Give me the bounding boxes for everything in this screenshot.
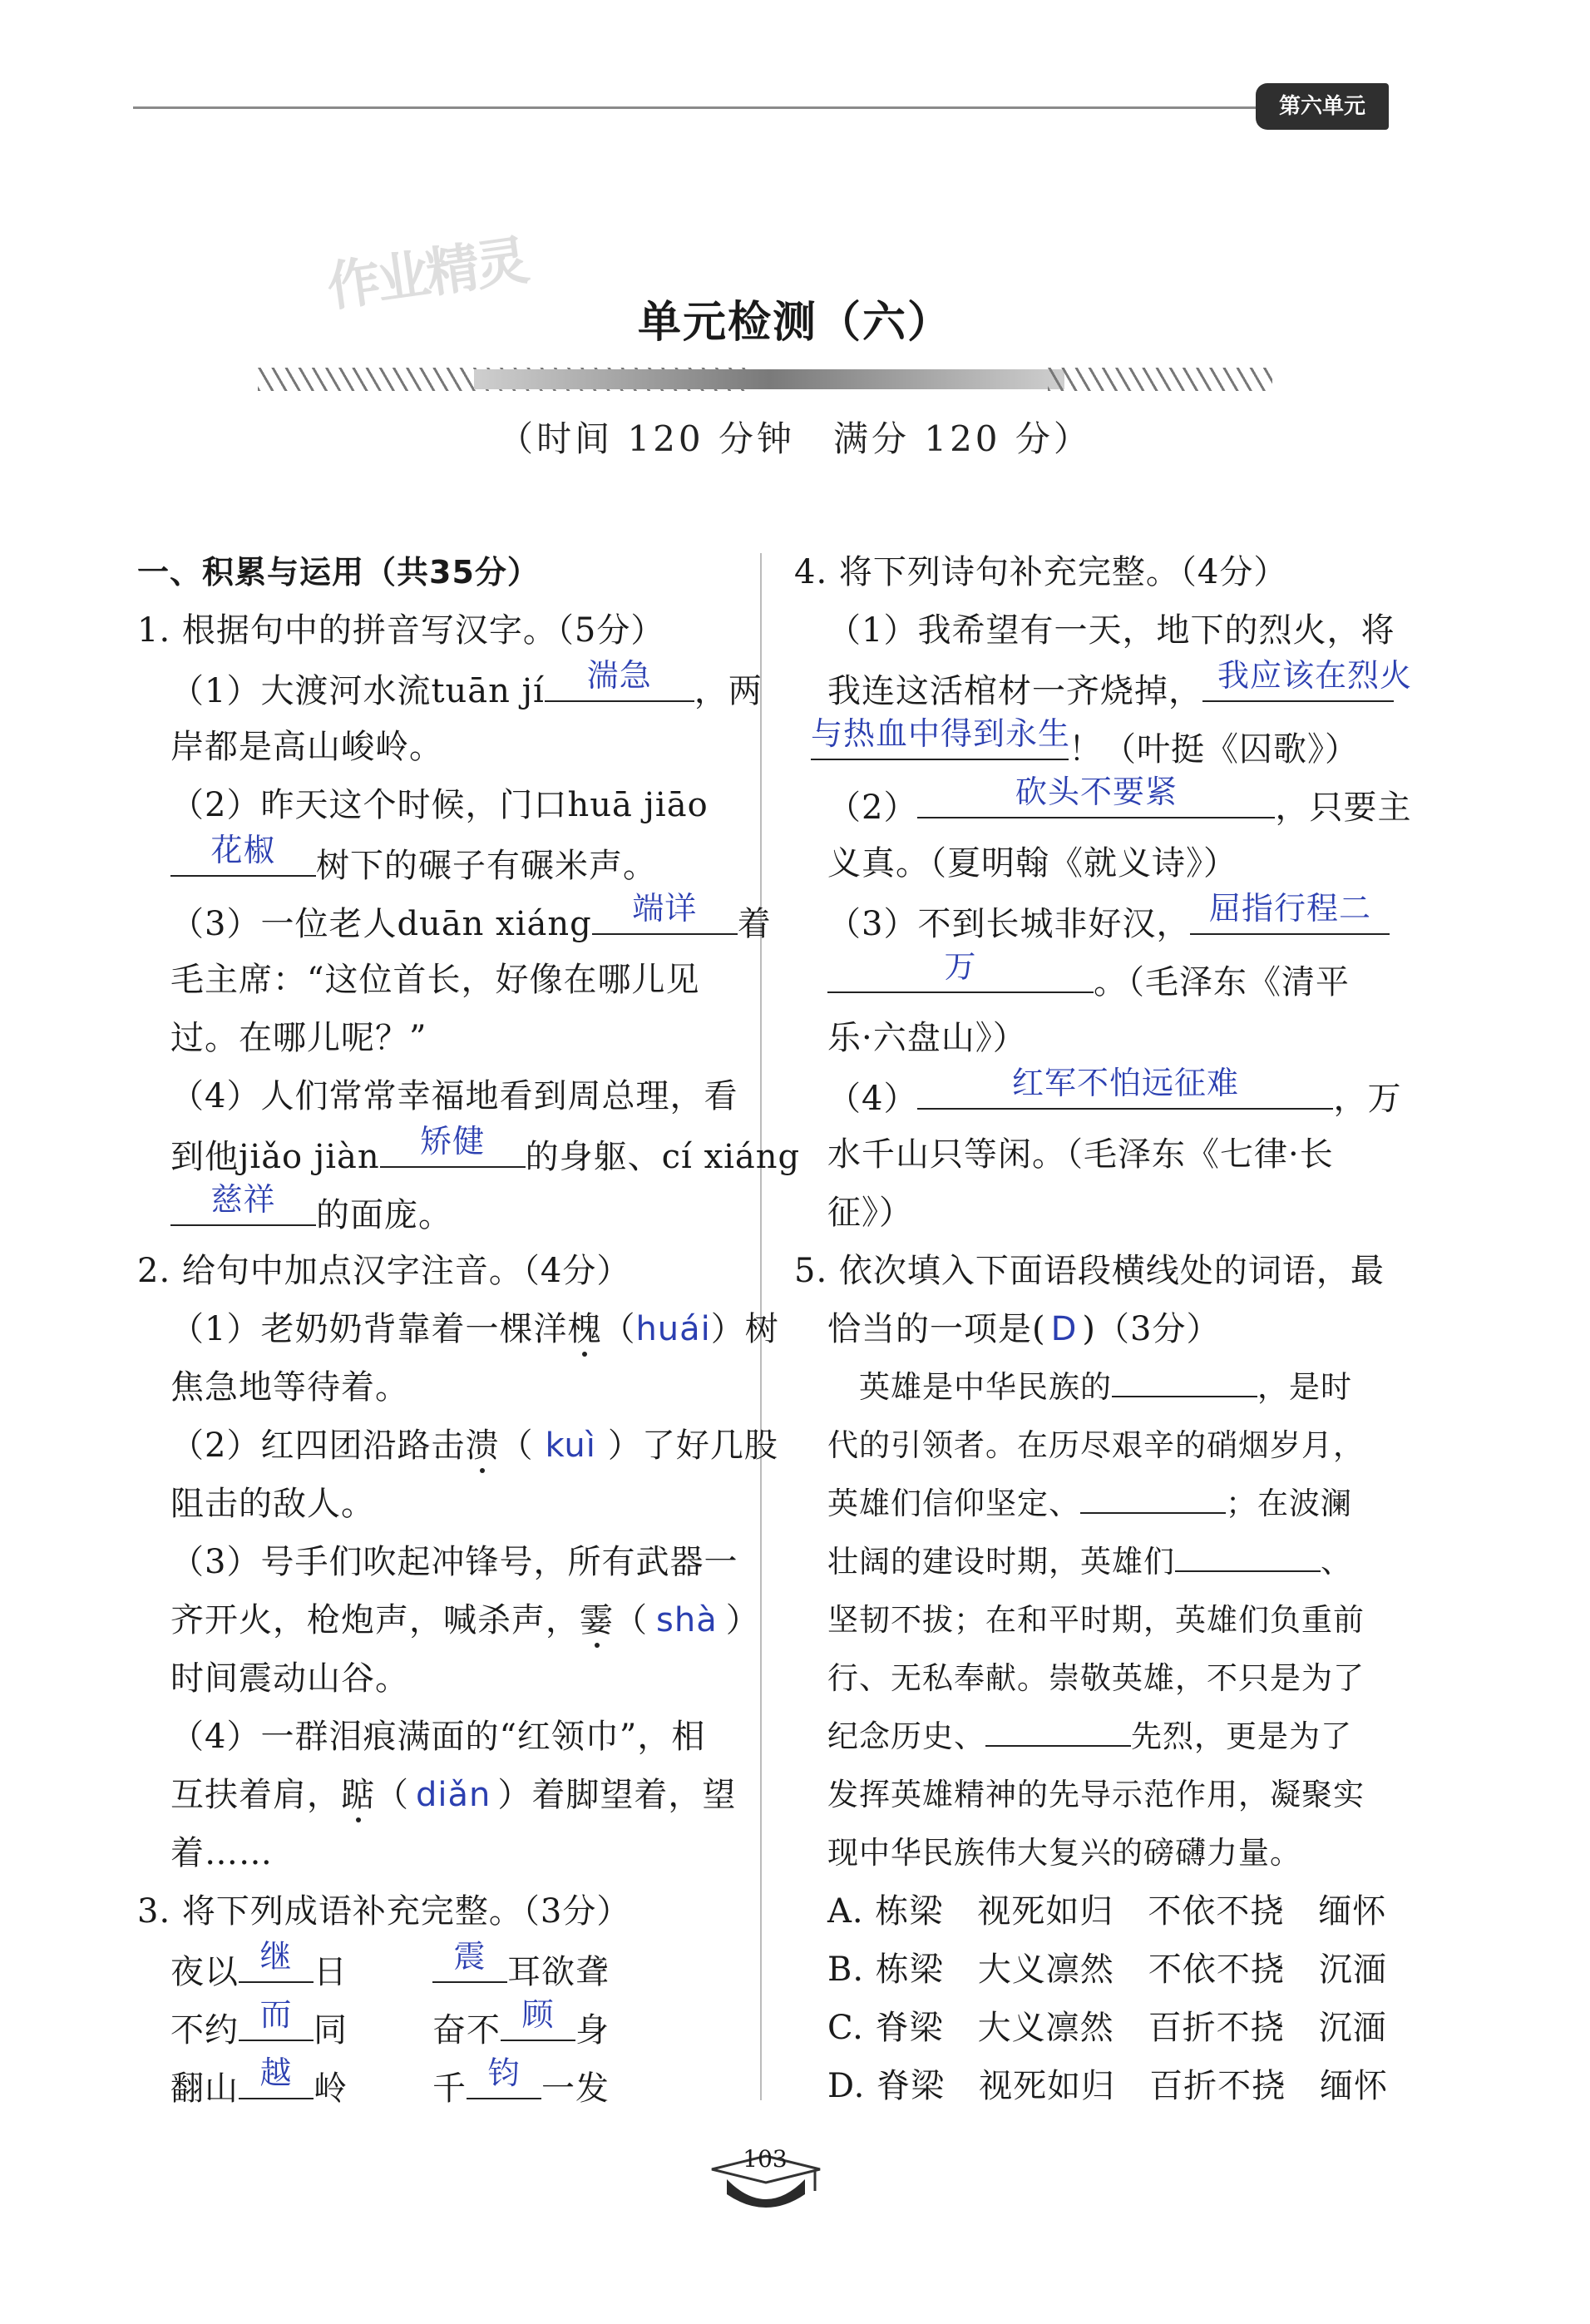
q1-s4-line1: （4）人们常常幸福地看到周总理，看	[170, 1077, 738, 1115]
pinyin-answer[interactable]: huái	[635, 1310, 711, 1348]
q2-s4-line2: 互扶着肩，踮（ diǎn ）着脚望着，望	[170, 1776, 737, 1814]
pinyin-answer[interactable]: kuì	[545, 1427, 596, 1465]
q4-s4-line1: （4） 红军不怕远征难 ，万	[827, 1065, 1402, 1118]
q3-row1-b: 震 耳欲聋	[432, 1948, 610, 1994]
q1-s3-line2: 毛主席：“这位首长，好像在哪儿见	[170, 961, 700, 999]
q1-s1-line1: （1）大渡河水流tuān jí 湍急 ，两	[170, 657, 763, 710]
q5-passage-line6: 行、无私奉献。崇敬英雄，不只是为了	[827, 1660, 1365, 1696]
unit-tab: 第六单元	[1256, 83, 1389, 130]
answer-blank[interactable]: 湍急	[545, 667, 694, 702]
answer-blank[interactable]: 继	[239, 1948, 314, 1983]
q1-s2-line2: 花椒 树下的碾子有碾米声。	[170, 842, 657, 888]
q4-s4-line2: 水千山只等闲。（毛泽东《七律·长	[827, 1135, 1334, 1174]
q5-passage-line9: 现中华民族伟大复兴的磅礴力量。	[827, 1835, 1301, 1871]
q1-s2-line1: （2）昨天这个时候，门口huā jiāo	[170, 786, 709, 824]
q5-passage-line8: 发挥英雄精神的先导示范作用，凝聚实	[827, 1777, 1365, 1812]
time-info: （时间 120 分钟 满分 120 分）	[498, 418, 1092, 459]
q2-s3-line1: （3）号手们吹起冲锋号，所有武器一	[170, 1543, 738, 1581]
watermark-logo: 作业精灵	[323, 230, 530, 319]
q1-s1-line2: 岸都是高山峻岭。	[170, 728, 443, 766]
q1-s4-line3: 慈祥 的面庞。	[170, 1191, 452, 1237]
answer-blank[interactable]: 顾	[501, 2006, 575, 2041]
answer-blank[interactable]: 慈祥	[170, 1191, 316, 1226]
q4-s1-line3: 与热血中得到永生 ！（叶挺《囚歌》）	[811, 715, 1359, 769]
q4-s3-line2: 万 。（毛泽东《清平	[827, 958, 1350, 1004]
q4-s3-line3: 乐·六盘山》）	[827, 1019, 1027, 1057]
section-heading: 一、积累与运用（共35分）	[137, 554, 540, 591]
answer-blank[interactable]: 我应该在烈火	[1202, 667, 1394, 702]
answer-blank[interactable]: 矫健	[380, 1133, 526, 1168]
q4-s3-line1: （3）不到长城非好汉， 屈指行程二	[827, 900, 1390, 946]
answer-blank[interactable]	[1175, 1542, 1321, 1572]
q2-s2-line1: （2）红四团沿路击溃（ kuì ）了好几股	[170, 1427, 778, 1465]
q5-passage-line2: 代的引领者。在历尽艰辛的硝烟岁月，	[827, 1427, 1365, 1463]
q5-passage-line1: 英雄是中华民族的 ，是时	[827, 1369, 1352, 1405]
q3-row3-a: 翻山 越 岭	[170, 2055, 348, 2108]
answer-blank[interactable]: 红军不怕远征难	[917, 1075, 1333, 1110]
answer-blank[interactable]: 万	[827, 958, 1094, 993]
q1-s4-line2: 到他jiǎo jiàn 矫健 的身躯、cí xiáng	[170, 1123, 801, 1176]
q5-option-d[interactable]: D. 脊梁 视死如归 百折不挠 缅怀	[827, 2067, 1389, 2105]
q3-row2-b: 奋不 顾 身	[432, 1996, 610, 2050]
q4-s2-line2: 义真。（夏明翰《就义诗》）	[827, 844, 1237, 883]
q3-row1-a: 夜以 继 日	[170, 1938, 348, 1991]
q4-s1-line1: （1）我希望有一天，地下的烈火，将	[827, 611, 1395, 650]
q2-s1-line2: 焦急地等待着。	[170, 1368, 409, 1407]
q4-s4-line3: 征》）	[827, 1194, 913, 1232]
answer-blank[interactable]: 屈指行程二	[1190, 900, 1390, 935]
q4-stem: 4. 将下列诗句补充完整。（4分）	[794, 553, 1288, 591]
choice-answer[interactable]: D	[1050, 1310, 1078, 1348]
answer-blank[interactable]: 花椒	[170, 842, 316, 877]
q2-s1-line1: （1）老奶奶背靠着一棵洋槐（huái）树	[170, 1310, 779, 1348]
q5-passage-line7: 纪念历史、 先烈，更是为了	[827, 1718, 1352, 1754]
q5-stem-line1: 5. 依次填入下面语段横线处的词语，最	[794, 1252, 1385, 1290]
q2-s4-line3: 着……	[170, 1834, 273, 1872]
answer-blank[interactable]	[1112, 1367, 1257, 1397]
answer-blank[interactable]: 越	[239, 2064, 314, 2099]
page-number: 103	[743, 2145, 788, 2173]
header-rule	[133, 106, 1264, 109]
q5-option-a[interactable]: A. 栋梁 视死如归 不依不挠 缅怀	[827, 1892, 1387, 1931]
answer-blank[interactable]: 震	[432, 1948, 507, 1983]
q1-s3-line1: （3）一位老人duān xiáng 端详 着	[170, 890, 772, 943]
q2-s2-line2: 阻击的敌人。	[170, 1485, 375, 1523]
q5-option-b[interactable]: B. 栋梁 大义凛然 不依不挠 沉湎	[827, 1951, 1387, 1989]
q5-stem-line2: 恰当的一项是( D )（3分）	[827, 1310, 1221, 1348]
q5-passage-line4: 壮阔的建设时期，英雄们 、	[827, 1544, 1352, 1580]
answer-blank[interactable]: 端详	[592, 900, 738, 935]
q2-s4-line1: （4）一群泪痕满面的“红领巾”，相	[170, 1718, 706, 1756]
q5-passage-line5: 坚韧不拔；在和平时期，英雄们负重前	[827, 1602, 1365, 1638]
answer-blank[interactable]: 钧	[467, 2064, 541, 2099]
q5-option-c[interactable]: C. 脊梁 大义凛然 百折不挠 沉湎	[827, 2009, 1387, 2047]
pinyin-answer[interactable]: shà	[656, 1601, 718, 1639]
page-title: 单元检测（六）	[637, 298, 952, 348]
answer-blank[interactable]	[985, 1717, 1131, 1747]
q2-stem: 2. 给句中加点汉字注音。（4分）	[137, 1252, 631, 1290]
q2-s3-line2: 齐开火，枪炮声，喊杀声，霎（ shà ）	[170, 1601, 760, 1639]
q1-stem: 1. 根据句中的拼音写汉字。（5分）	[137, 611, 665, 650]
title-decoration-right	[1048, 368, 1272, 391]
q3-stem: 3. 将下列成语补充完整。（3分）	[137, 1892, 631, 1931]
q5-passage-line3: 英雄们信仰坚定、 ；在波澜	[827, 1486, 1352, 1521]
answer-blank[interactable]: 与热血中得到永生	[811, 725, 1069, 760]
q3-row2-a: 不约 而 同	[170, 1996, 348, 2050]
pinyin-answer[interactable]: diǎn	[416, 1776, 491, 1814]
q3-row3-b: 千 钧 一发	[432, 2055, 610, 2108]
q4-s1-line2: 我连这活棺材一齐烧掉， 我应该在烈火	[827, 657, 1412, 710]
q1-s3-line3: 过。在哪儿呢？”	[170, 1019, 427, 1057]
q2-s3-line3: 时间震动山谷。	[170, 1659, 409, 1698]
title-decoration-bar	[474, 369, 1064, 389]
answer-blank[interactable]: 砍头不要紧	[917, 784, 1275, 818]
answer-blank[interactable]	[1080, 1484, 1226, 1514]
answer-blank[interactable]: 而	[239, 2006, 314, 2041]
q4-s2-line1: （2） 砍头不要紧 ，只要主	[827, 774, 1412, 827]
